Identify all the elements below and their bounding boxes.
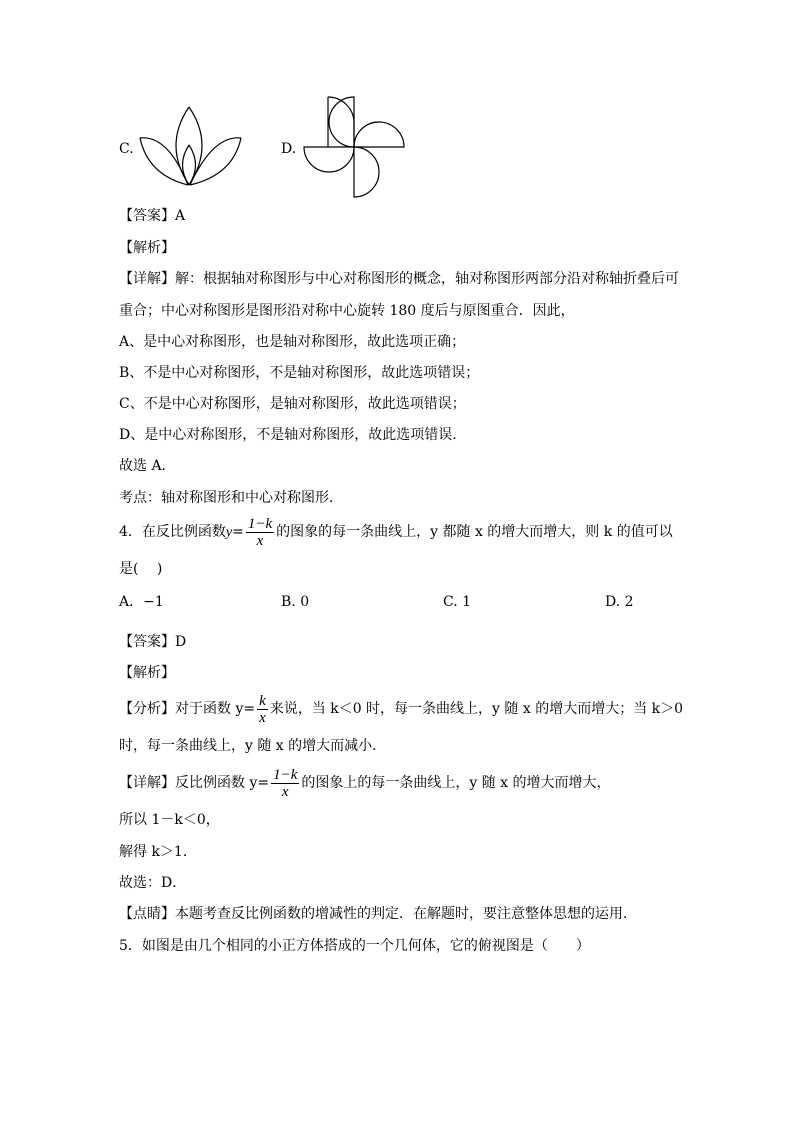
q3-answer: 【答案】A: [119, 208, 186, 224]
q4-fenxi-line1: [119, 690, 683, 730]
q3-item-c: C、不是中心对称图形，是轴对称图形，故此选项错误；: [119, 396, 466, 412]
option-d-label: D.: [281, 141, 297, 157]
q4-detail-frac-den: x: [281, 783, 289, 800]
q4-stem-line2: 是( ): [119, 561, 163, 577]
q4-frac-num: 1−k: [247, 515, 273, 532]
q4-detail-prefix: 【详解】反比例函数 y=: [119, 775, 270, 791]
q4-stem-line1: [119, 513, 673, 553]
q3-kaodian: 考点：轴对称图形和中心对称图形．: [119, 490, 343, 506]
q4-fenxi-fraction: [257, 693, 268, 726]
q3-item-d: D、是中心对称图形，不是轴对称图形，故此选项错误．: [119, 427, 467, 443]
q4-fenxi-frac-num: k: [259, 692, 266, 709]
q4-solve-line: 解得 k＞1．: [119, 844, 197, 860]
q4-option-a: A．−1: [119, 594, 164, 610]
pinwheel-figure: [300, 95, 408, 201]
q4-detail-suffix: 的图象上的每一条曲线上，y 随 x 的增大而增大，: [301, 775, 611, 791]
q4-dianjing: 【点睛】本题考查反比例函数的增减性的判定．在解题时，要注意整体思想的运用．: [119, 906, 637, 922]
q3-item-a: A、是中心对称图形，也是轴对称图形，故此选项正确；: [119, 334, 466, 350]
q4-fenxi-frac-den: x: [259, 709, 266, 726]
q4-fraction: [246, 516, 274, 549]
q3-detail-line2: 重合；中心对称图形是图形沿对称中心旋转 180 度后与原图重合．因此，: [119, 303, 575, 319]
q4-stem-suffix: 的图象的每一条曲线上，y 都随 x 的增大而增大，则 k 的值可以: [276, 524, 673, 540]
q4-so-line: 所以 1－k＜0，: [119, 812, 220, 828]
q4-option-b: B. 0: [281, 594, 310, 610]
q5-stem: 5．如图是由几个相同的小正方体搭成的一个几何体，它的俯视图是（ ）: [119, 938, 590, 954]
q4-detail-frac-num: 1−k: [273, 766, 298, 783]
q4-detail-fraction: [271, 767, 299, 800]
q4-answer: 【答案】D: [119, 634, 187, 650]
q4-equals: =: [232, 524, 244, 540]
lotus-figure: [138, 105, 243, 187]
q4-option-d: D. 2: [605, 594, 634, 610]
q4-frac-den: x: [256, 532, 264, 549]
q4-func-y: y: [225, 525, 233, 540]
q3-analysis-heading: 【解析】: [119, 240, 175, 256]
q3-choose: 故选 A．: [119, 458, 176, 474]
q4-fenxi-line2: 时，每一条曲线上，y 随 x 的增大而减小．: [119, 738, 387, 754]
q3-detail-line1: 【详解】解：根据轴对称图形与中心对称图形的概念，轴对称图形两部分沿对称轴折叠后可: [119, 271, 679, 287]
q4-fenxi-prefix: 【分析】对于函数 y=: [119, 701, 256, 717]
q4-detail-line: [119, 764, 611, 804]
q3-item-b: B、不是中心对称图形，不是轴对称图形，故此选项错误；: [119, 365, 480, 381]
q4-stem-prefix: 4．在反比例函数: [119, 524, 226, 540]
q4-analysis-heading: 【解析】: [119, 665, 175, 681]
option-c-label: C.: [119, 141, 134, 157]
q4-fenxi-suffix: 来说，当 k＜0 时，每一条曲线上，y 随 x 的增大而增大；当 k＞0: [269, 701, 684, 717]
q4-choose: 故选：D．: [119, 875, 187, 891]
q4-option-c: C. 1: [443, 594, 472, 610]
